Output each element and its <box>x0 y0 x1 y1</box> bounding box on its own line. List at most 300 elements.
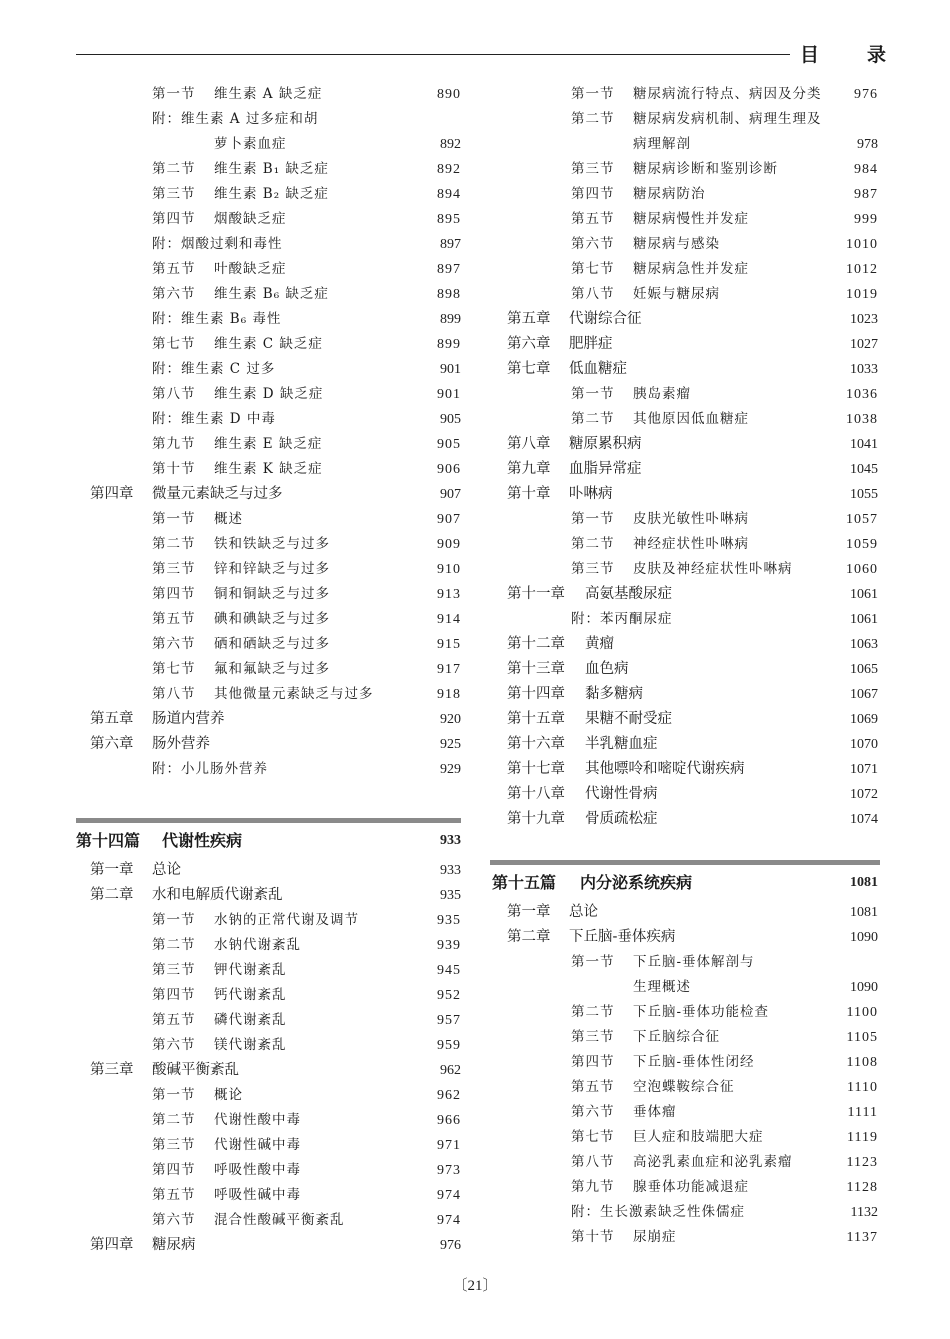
section-title: 巨人症和肢端肥大症 <box>633 1129 764 1145</box>
page-number-ref: 1010 <box>846 237 878 252</box>
toc-appendix-row <box>0 307 475 332</box>
part-title: 内分泌系统疾病 <box>580 873 693 892</box>
section-label: 第十节 <box>571 1229 615 1245</box>
header-rule <box>76 54 790 55</box>
chapter-label: 第十八章 <box>507 786 565 802</box>
appendix-title: 附：维生素 A 过多症和胡 <box>152 111 319 127</box>
section-label: 第七节 <box>152 661 196 677</box>
section-label: 第六节 <box>571 1104 615 1120</box>
toc-section-row <box>0 532 475 557</box>
section-title: 代谢性酸中毒 <box>214 1112 301 1128</box>
page-number-ref: 962 <box>437 1088 461 1103</box>
section-label: 第五节 <box>152 1012 196 1028</box>
toc-chapter-row <box>0 883 475 908</box>
section-label: 第六节 <box>152 1037 196 1053</box>
toc-chapter-row <box>475 900 950 925</box>
page-number-ref: 1060 <box>846 562 878 577</box>
toc-appendix-row <box>0 357 475 382</box>
section-label: 第二节 <box>571 411 615 427</box>
toc-chapter-row <box>475 682 950 707</box>
section-title: 下丘脑-垂体性闭经 <box>633 1054 755 1070</box>
section-title: 钙代谢紊乱 <box>214 987 287 1003</box>
page-number-ref: 974 <box>437 1188 461 1203</box>
appendix-title: 附：小儿肠外营养 <box>152 761 268 777</box>
section-title: 磷代谢紊乱 <box>214 1012 287 1028</box>
page-number-ref: 1100 <box>846 1005 878 1020</box>
page-number-ref: 1023 <box>850 312 878 327</box>
toc-chapter-row <box>475 357 950 382</box>
section-label: 第八节 <box>152 386 196 402</box>
page-number-ref: 1074 <box>850 812 878 827</box>
page-number-ref: 945 <box>437 963 461 978</box>
toc-chapter-row <box>475 732 950 757</box>
toc-chapter-row <box>475 307 950 332</box>
toc-appendix-row <box>0 407 475 432</box>
chapter-label: 第十四章 <box>507 686 565 702</box>
page-number-ref: 907 <box>440 487 461 502</box>
toc-section-row <box>0 657 475 682</box>
toc-section-row <box>475 207 950 232</box>
page-number-ref: 1038 <box>846 412 878 427</box>
chapter-label: 第十七章 <box>507 761 565 777</box>
section-title: 维生素 B₆ 缺乏症 <box>214 286 329 302</box>
page-number-ref: 1090 <box>850 980 878 995</box>
section-label: 第二节 <box>571 536 615 552</box>
toc-section-row <box>0 1133 475 1158</box>
section-label: 第三节 <box>152 561 196 577</box>
toc-section-row <box>0 632 475 657</box>
section-label: 第九节 <box>152 436 196 452</box>
chapter-label: 第九章 <box>507 461 551 477</box>
toc-section-row <box>0 182 475 207</box>
toc-section-row <box>475 282 950 307</box>
page-number-ref: 906 <box>437 462 461 477</box>
toc-section-row <box>0 958 475 983</box>
section-title: 维生素 D 缺乏症 <box>214 386 324 402</box>
section-title: 碘和碘缺乏与过多 <box>214 611 330 627</box>
section-title: 胰岛素瘤 <box>633 386 691 402</box>
section-title: 维生素 A 缺乏症 <box>214 86 323 102</box>
section-title: 呼吸性酸中毒 <box>214 1162 301 1178</box>
toc-section-row <box>475 257 950 282</box>
section-title: 维生素 B₂ 缺乏症 <box>214 186 329 202</box>
entry-continuation: 生理概述 <box>633 979 691 995</box>
chapter-label: 第七章 <box>507 361 551 377</box>
page-number-ref: 899 <box>437 337 461 352</box>
part-label: 第十四篇 <box>76 831 141 850</box>
page-number-ref: 962 <box>440 1063 461 1078</box>
chapter-label: 第二章 <box>90 887 134 903</box>
section-label: 第一节 <box>571 86 615 102</box>
toc-chapter-row <box>475 632 950 657</box>
toc-section-row <box>475 1175 950 1200</box>
section-label: 第九节 <box>571 1179 615 1195</box>
page-number-ref: 1119 <box>847 1130 878 1145</box>
appendix-title: 附：烟酸过剩和毒性 <box>152 236 283 252</box>
section-label: 第一节 <box>152 912 196 928</box>
chapter-label: 第六章 <box>90 736 134 752</box>
section-label: 第五节 <box>571 1079 615 1095</box>
chapter-title: 血脂异常症 <box>569 461 642 477</box>
chapter-title: 骨质疏松症 <box>585 811 658 827</box>
section-title: 妊娠与糖尿病 <box>633 286 720 302</box>
section-label: 第六节 <box>571 236 615 252</box>
entry-continuation: 萝卜素血症 <box>214 136 287 152</box>
page-number-ref: 971 <box>437 1138 461 1153</box>
section-title: 维生素 B₁ 缺乏症 <box>214 161 329 177</box>
section-title: 叶酸缺乏症 <box>214 261 287 277</box>
section-label: 第一节 <box>152 1087 196 1103</box>
page-number-ref: 1090 <box>850 930 878 945</box>
section-label: 第三节 <box>152 962 196 978</box>
page-number-ref: 1069 <box>850 712 878 727</box>
section-label: 第六节 <box>152 1212 196 1228</box>
section-title: 糖尿病发病机制、病理生理及 <box>633 111 822 127</box>
chapter-label: 第十六章 <box>507 736 565 752</box>
section-label: 第二节 <box>152 1112 196 1128</box>
toc-cont-row <box>0 132 475 157</box>
chapter-label: 第一章 <box>90 862 134 878</box>
page-number-ref: 901 <box>440 362 461 377</box>
page-number-ref: 933 <box>440 833 461 848</box>
chapter-title: 血色病 <box>585 661 629 677</box>
section-label: 第一节 <box>571 511 615 527</box>
chapter-title: 高氨基酸尿症 <box>585 586 672 602</box>
section-label: 第一节 <box>152 511 196 527</box>
page-number-ref: 1027 <box>850 337 878 352</box>
toc-section-row <box>0 682 475 707</box>
section-title: 其他原因低血糖症 <box>633 411 749 427</box>
chapter-title: 肠外营养 <box>152 736 210 752</box>
part-divider-bar <box>490 860 880 865</box>
page-number-ref: 935 <box>437 913 461 928</box>
section-label: 第二节 <box>152 161 196 177</box>
page-number-ref: 918 <box>437 687 461 702</box>
toc-section-row <box>475 157 950 182</box>
page-number-ref: 1128 <box>846 1180 878 1195</box>
chapter-title: 卟啉病 <box>569 486 613 502</box>
chapter-label: 第四章 <box>90 486 134 502</box>
toc-section-row <box>0 1108 475 1133</box>
toc-chapter-row <box>475 332 950 357</box>
page-number-ref: 1063 <box>850 637 878 652</box>
toc-section-row <box>0 933 475 958</box>
toc-section-row <box>0 332 475 357</box>
page-number-ref: 1061 <box>850 587 878 602</box>
page-number-ref: 1041 <box>850 437 878 452</box>
toc-chapter-row <box>475 582 950 607</box>
page-number-ref: 976 <box>440 1238 461 1253</box>
section-title: 糖尿病诊断和鉴别诊断 <box>633 161 778 177</box>
page-number-ref: 917 <box>437 662 461 677</box>
page-number-ref: 1045 <box>850 462 878 477</box>
toc-section-row <box>0 908 475 933</box>
chapter-title: 黄瘤 <box>585 636 614 652</box>
toc-chapter-row <box>475 925 950 950</box>
toc-appendix-row <box>0 107 475 132</box>
chapter-title: 黏多糖病 <box>585 686 643 702</box>
toc-section-row <box>475 182 950 207</box>
section-title: 糖尿病慢性并发症 <box>633 211 749 227</box>
section-title: 维生素 C 缺乏症 <box>214 336 323 352</box>
appendix-title: 附：维生素 B₆ 毒性 <box>152 311 282 327</box>
page-number-ref: 910 <box>437 562 461 577</box>
toc-part-row <box>0 828 475 853</box>
toc-section-row <box>0 207 475 232</box>
section-title: 镁代谢紊乱 <box>214 1037 287 1053</box>
page-number-ref: 939 <box>437 938 461 953</box>
toc-section-row <box>0 1183 475 1208</box>
page-number-ref: 894 <box>437 187 461 202</box>
chapter-label: 第五章 <box>90 711 134 727</box>
toc-section-row <box>475 407 950 432</box>
page-number-ref: 984 <box>854 162 878 177</box>
section-label: 第三节 <box>152 186 196 202</box>
section-label: 第八节 <box>152 686 196 702</box>
toc-chapter-row <box>0 1233 475 1258</box>
toc-section-row <box>475 557 950 582</box>
section-title: 钾代谢紊乱 <box>214 962 287 978</box>
toc-chapter-row <box>475 432 950 457</box>
page-number-ref: 1081 <box>850 905 878 920</box>
section-label: 第二节 <box>571 1004 615 1020</box>
section-title: 皮肤及神经症状性卟啉病 <box>633 561 793 577</box>
chapter-label: 第八章 <box>507 436 551 452</box>
chapter-title: 果糖不耐受症 <box>585 711 672 727</box>
page-number-ref: 1072 <box>850 787 878 802</box>
toc-chapter-row <box>0 1058 475 1083</box>
toc-section-row <box>475 1125 950 1150</box>
toc-chapter-row <box>0 707 475 732</box>
chapter-title: 糖尿病 <box>152 1237 196 1253</box>
toc-chapter-row <box>0 858 475 883</box>
section-title: 下丘脑-垂体解剖与 <box>633 954 755 970</box>
toc-chapter-row <box>475 657 950 682</box>
section-label: 第十节 <box>152 461 196 477</box>
section-title: 铁和铁缺乏与过多 <box>214 536 330 552</box>
section-title: 其他微量元素缺乏与过多 <box>214 686 374 702</box>
chapter-label: 第五章 <box>507 311 551 327</box>
section-label: 第二节 <box>152 536 196 552</box>
toc-section-row <box>475 1025 950 1050</box>
page-number-ref: 966 <box>437 1113 461 1128</box>
section-label: 第三节 <box>571 1029 615 1045</box>
section-title: 空泡蝶鞍综合征 <box>633 1079 735 1095</box>
toc-chapter-row <box>475 757 950 782</box>
toc-chapter-row <box>475 482 950 507</box>
toc-appendix-row <box>475 607 950 632</box>
section-label: 第五节 <box>152 261 196 277</box>
chapter-title: 总论 <box>152 862 181 878</box>
page-number-ref: 974 <box>437 1213 461 1228</box>
section-label: 第一节 <box>152 86 196 102</box>
toc-section-row <box>0 1033 475 1058</box>
page-number-ref: 1111 <box>847 1105 878 1120</box>
chapter-label: 第十三章 <box>507 661 565 677</box>
section-label: 第四节 <box>152 987 196 1003</box>
toc-section-row <box>0 557 475 582</box>
page-number-ref: 1105 <box>846 1030 878 1045</box>
toc-section-row <box>475 1150 950 1175</box>
page-number-ref: 892 <box>440 137 461 152</box>
toc-chapter-row <box>475 782 950 807</box>
page-number-ref: 897 <box>437 262 461 277</box>
header-title <box>800 40 886 67</box>
section-title: 腺垂体功能减退症 <box>633 1179 749 1195</box>
section-title: 呼吸性碱中毒 <box>214 1187 301 1203</box>
section-label: 第五节 <box>152 1187 196 1203</box>
section-label: 第一节 <box>571 386 615 402</box>
toc-appendix-row <box>475 1200 950 1225</box>
section-label: 第三节 <box>571 161 615 177</box>
page-number-ref: 1081 <box>850 875 878 890</box>
page-number-ref: 897 <box>440 237 461 252</box>
page-number-ref: 929 <box>440 762 461 777</box>
section-label: 第四节 <box>571 1054 615 1070</box>
page-number-ref: 905 <box>437 437 461 452</box>
toc-section-row <box>0 983 475 1008</box>
page-number-ref: 1055 <box>850 487 878 502</box>
toc-section-row <box>475 1050 950 1075</box>
section-title: 概述 <box>214 511 243 527</box>
section-title: 氟和氟缺乏与过多 <box>214 661 330 677</box>
page-number-ref: 898 <box>437 287 461 302</box>
part-title: 代谢性疾病 <box>162 831 243 850</box>
chapter-title: 半乳糖血症 <box>585 736 658 752</box>
section-title: 铜和铜缺乏与过多 <box>214 586 330 602</box>
toc-chapter-row <box>0 482 475 507</box>
page-number-ref: 890 <box>437 87 461 102</box>
page-number-ref: 1057 <box>846 512 878 527</box>
toc-chapter-row <box>475 707 950 732</box>
chapter-title: 下丘脑-垂体疾病 <box>569 929 676 945</box>
section-label: 第二节 <box>152 937 196 953</box>
toc-section-row <box>0 257 475 282</box>
toc-section-row <box>0 607 475 632</box>
toc-section-row <box>0 157 475 182</box>
page-number-ref: 1108 <box>846 1055 878 1070</box>
part-label: 第十五篇 <box>492 873 557 892</box>
toc-chapter-row <box>0 732 475 757</box>
section-title: 糖尿病防治 <box>633 186 706 202</box>
chapter-title: 肠道内营养 <box>152 711 225 727</box>
chapter-label: 第六章 <box>507 336 551 352</box>
toc-section-row <box>475 950 950 975</box>
page-number-ref: 907 <box>437 512 461 527</box>
chapter-title: 肥胖症 <box>569 336 613 352</box>
toc-section-row <box>0 82 475 107</box>
section-title: 水钠代谢紊乱 <box>214 937 301 953</box>
section-label: 第一节 <box>571 954 615 970</box>
section-label: 第四节 <box>571 186 615 202</box>
toc-cont-row <box>475 975 950 1000</box>
appendix-title: 附：生长激素缺乏性侏儒症 <box>571 1204 745 1220</box>
section-title: 维生素 K 缺乏症 <box>214 461 323 477</box>
appendix-title: 附：维生素 D 中毒 <box>152 411 276 427</box>
toc-section-row <box>0 457 475 482</box>
chapter-title: 水和电解质代谢紊乱 <box>152 887 283 903</box>
toc-appendix-row <box>0 757 475 782</box>
page-number-ref: 909 <box>437 537 461 552</box>
chapter-title: 酸碱平衡紊乱 <box>152 1062 239 1078</box>
toc-section-row <box>475 532 950 557</box>
chapter-label: 第十五章 <box>507 711 565 727</box>
page-number-ref: 987 <box>854 187 878 202</box>
section-title: 神经症状性卟啉病 <box>633 536 749 552</box>
page-number-ref: 1012 <box>846 262 878 277</box>
page-number-ref: 915 <box>437 637 461 652</box>
page-number-ref: 957 <box>437 1013 461 1028</box>
toc-appendix-row <box>0 232 475 257</box>
toc-section-row <box>475 507 950 532</box>
chapter-label: 第三章 <box>90 1062 134 1078</box>
page-number-ref: 1110 <box>847 1080 878 1095</box>
page-number-ref: 935 <box>440 888 461 903</box>
section-label: 第五节 <box>571 211 615 227</box>
section-title: 糖尿病急性并发症 <box>633 261 749 277</box>
toc-section-row <box>475 107 950 132</box>
section-label: 第五节 <box>152 611 196 627</box>
page-number-ref: 1123 <box>846 1155 878 1170</box>
page-number-ref: 905 <box>440 412 461 427</box>
page-number-ref: 1061 <box>850 612 878 627</box>
part-divider-bar <box>76 818 461 823</box>
section-title: 糖尿病流行特点、病因及分类 <box>633 86 822 102</box>
page-number-ref: 1071 <box>850 762 878 777</box>
toc-section-row <box>0 382 475 407</box>
toc-section-row <box>0 1208 475 1233</box>
section-title: 高泌乳素血症和泌乳素瘤 <box>633 1154 793 1170</box>
page-number-ref: 973 <box>437 1163 461 1178</box>
toc-part-row <box>475 870 950 895</box>
section-label: 第二节 <box>571 111 615 127</box>
page-number-ref: 1067 <box>850 687 878 702</box>
section-title: 概论 <box>214 1087 243 1103</box>
page-number-ref: 1059 <box>846 537 878 552</box>
toc-section-row <box>0 1158 475 1183</box>
section-label: 第四节 <box>152 1162 196 1178</box>
section-label: 第六节 <box>152 636 196 652</box>
page-number-ref: 901 <box>437 387 461 402</box>
toc-section-row <box>0 1008 475 1033</box>
toc-section-row <box>0 582 475 607</box>
section-label: 第七节 <box>152 336 196 352</box>
section-label: 第三节 <box>571 561 615 577</box>
section-title: 锌和锌缺乏与过多 <box>214 561 330 577</box>
section-title: 尿崩症 <box>633 1229 677 1245</box>
page-number-ref: 1033 <box>850 362 878 377</box>
appendix-title: 附：苯丙酮尿症 <box>571 611 673 627</box>
page-number-ref: 933 <box>440 863 461 878</box>
page-number-ref: 959 <box>437 1038 461 1053</box>
chapter-title: 代谢性骨病 <box>585 786 658 802</box>
section-title: 下丘脑综合征 <box>633 1029 720 1045</box>
chapter-label: 第一章 <box>507 904 551 920</box>
chapter-label: 第十二章 <box>507 636 565 652</box>
section-title: 水钠的正常代谢及调节 <box>214 912 359 928</box>
chapter-title: 微量元素缺乏与过多 <box>152 486 283 502</box>
entry-continuation: 病理解剖 <box>633 136 691 152</box>
page-number-ref: 899 <box>440 312 461 327</box>
page-number-ref: 895 <box>437 212 461 227</box>
page-number-ref: 999 <box>854 212 878 227</box>
section-label: 第四节 <box>152 211 196 227</box>
header-char-2: 录 <box>866 44 886 66</box>
toc-section-row <box>0 507 475 532</box>
page-number: 〔21〕 <box>452 1278 498 1294</box>
page-number-ref: 1065 <box>850 662 878 677</box>
page-number-ref: 913 <box>437 587 461 602</box>
